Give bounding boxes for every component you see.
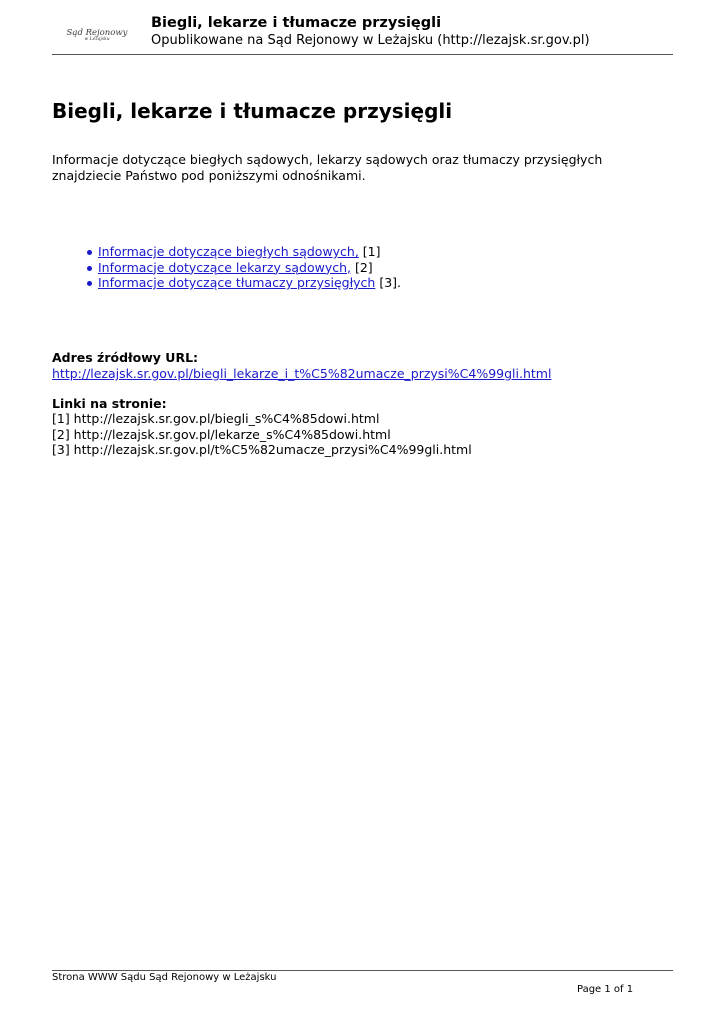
header-published-on: Opublikowane na Sąd Rejonowy w Leżajsku (http://lezajsk.sr.gov.pl)	[151, 33, 590, 48]
link-ref: [2]	[351, 259, 373, 275]
footer-site-name: Strona WWW Sądu Sąd Rejonowy w Leżajsku	[52, 972, 277, 983]
source-url-row	[52, 366, 551, 381]
court-logo	[62, 29, 132, 43]
header-title: Biegli, lekarze i tłumacze przysięgli	[151, 15, 442, 31]
link-court-doctors[interactable]: Informacje dotyczące lekarzy sądowych,	[98, 259, 351, 275]
logo-main-text: Sąd Rejonowy	[66, 28, 128, 38]
link-ref: [3].	[375, 275, 401, 290]
list-item	[98, 260, 698, 276]
link-expert-witnesses[interactable]: Informacje dotyczące biegłych sądowych,	[98, 244, 359, 259]
footer-page-number: Page 1 of 1	[577, 984, 634, 995]
link-ref: [1]	[358, 244, 381, 259]
page-link-ref: [1] http://lezajsk.sr.gov.pl/biegli_s%C4%85dowi.html	[52, 411, 380, 426]
info-links-list	[52, 244, 698, 291]
page-links-label: Linki na stronie:	[52, 396, 167, 411]
intro-paragraph: Informacje dotyczące biegłych sądowych, lekarzy sądowych oraz tłumaczy przysięgłych znajdziecie Państwo pod poniższymi odnośnikami.	[52, 152, 603, 183]
logo-sub-text: w Leżajsku	[84, 36, 110, 42]
page-link-ref: [3] http://lezajsk.sr.gov.pl/t%C5%82umacze_przysi%C4%99gli.html	[52, 442, 472, 457]
page-link-ref: [2] http://lezajsk.sr.gov.pl/lekarze_s%C4%85dowi.html	[52, 426, 391, 442]
page-title: Biegli, lekarze i tłumacze przysięgli	[52, 99, 453, 123]
footer-divider	[52, 970, 673, 971]
list-item	[98, 244, 698, 260]
page-links-list	[52, 411, 472, 458]
page-header	[52, 12, 673, 55]
link-sworn-translators[interactable]: Informacje dotyczące tłumaczy przysięgłych	[98, 275, 376, 290]
list-item	[98, 275, 698, 291]
source-url-label: Adres źródłowy URL:	[52, 350, 199, 365]
source-url-link[interactable]: http://lezajsk.sr.gov.pl/biegli_lekarze_i_t%C5%82umacze_przysi%C4%99gli.html	[52, 366, 552, 381]
